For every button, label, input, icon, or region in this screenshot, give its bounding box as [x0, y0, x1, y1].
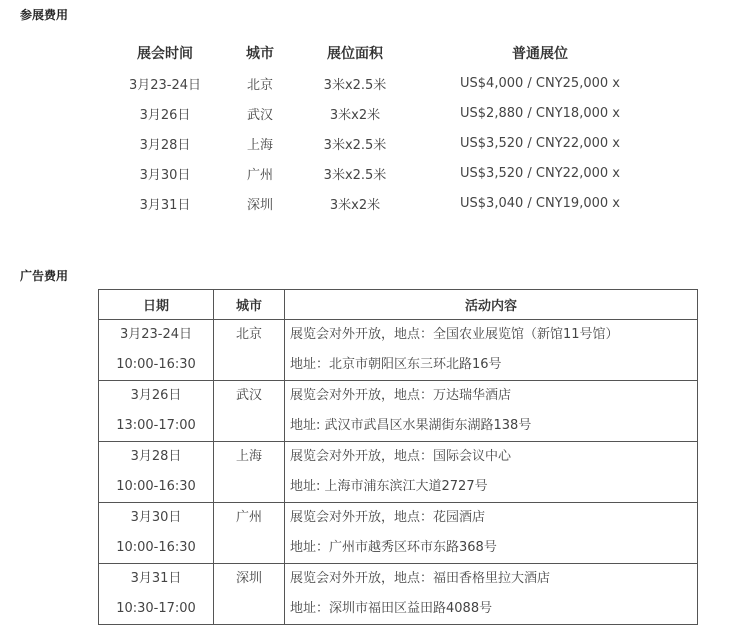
ads-date: 3月30日 [130, 510, 182, 525]
fees-area: 3米x2.5米 [323, 77, 387, 93]
ads-header-row [99, 290, 698, 320]
fees-price: US$3,520 / CNY22,000 x [460, 135, 620, 151]
ads-content-cell [285, 442, 698, 503]
ads-date-cell [99, 320, 214, 381]
ads-city-cell [214, 442, 285, 503]
ads-event: 展览会对外开放，地点：福田香格里拉大酒店 [290, 571, 551, 586]
fees-area: 3米x2.5米 [323, 137, 387, 153]
ads-address: 地址：广州市越秀区环市东路368号 [290, 540, 497, 555]
fees-city: 深圳 [246, 197, 273, 213]
ads-city: 广州 [235, 510, 262, 525]
ads-event: 展览会对外开放，地点：全国农业展览馆（新馆11号馆） [290, 327, 619, 342]
ads-event: 展览会对外开放，地点：国际会议中心 [290, 449, 512, 464]
ads-address: 地址: 上海市浦东滨江大道2727号 [290, 479, 488, 494]
ads-row [99, 442, 698, 503]
ads-time: 10:00-16:30 [116, 357, 196, 372]
fees-row [110, 98, 670, 128]
fees-header-date: 展会时间 [137, 46, 193, 62]
ads-event: 展览会对外开放，地点：万达瑞华酒店 [290, 388, 512, 403]
fees-row [110, 68, 670, 98]
ads-city-cell [214, 320, 285, 381]
ads-city: 深圳 [235, 571, 262, 586]
ads-date-cell [99, 442, 214, 503]
ads-row [99, 503, 698, 564]
ads-row [99, 564, 698, 625]
ads-city: 上海 [235, 449, 262, 464]
fees-city: 北京 [246, 77, 273, 93]
fees-city: 武汉 [246, 107, 273, 123]
fees-price: US$2,880 / CNY18,000 x [460, 105, 620, 121]
fees-header-price: 普通展位 [512, 46, 568, 62]
ads-time: 10:00-16:30 [116, 540, 196, 555]
ads-section-title: 广告费用 [20, 269, 69, 283]
ads-time: 10:30-17:00 [116, 601, 196, 616]
fees-section-title: 参展费用 [20, 8, 69, 22]
fees-table [110, 38, 670, 218]
ads-row [99, 381, 698, 442]
ads-row [99, 320, 698, 381]
fees-date: 3月23-24日 [128, 77, 202, 93]
ads-content-cell [285, 320, 698, 381]
fees-date: 3月28日 [139, 137, 191, 153]
ads-header-content: 活动内容 [285, 290, 698, 320]
ads-table [98, 289, 698, 625]
fees-header-city: 城市 [246, 46, 274, 62]
ads-content-cell [285, 381, 698, 442]
fees-price: US$3,040 / CNY19,000 x [460, 195, 620, 211]
ads-date-cell [99, 503, 214, 564]
fees-city: 广州 [246, 167, 273, 183]
ads-header-date: 日期 [99, 290, 214, 320]
ads-city: 武汉 [235, 388, 262, 403]
ads-content-cell [285, 503, 698, 564]
fees-row [110, 158, 670, 188]
ads-city-cell [214, 503, 285, 564]
ads-address: 地址：深圳市福田区益田路4088号 [290, 601, 493, 616]
ads-address: 地址: 武汉市武昌区水果湖街东湖路138号 [290, 418, 532, 433]
fees-date: 3月26日 [139, 107, 191, 123]
fees-date: 3月31日 [139, 197, 191, 213]
ads-content-cell [285, 564, 698, 625]
fees-header-area: 展位面积 [327, 46, 383, 62]
fees-area: 3米x2.5米 [323, 167, 387, 183]
fees-header-row [110, 38, 670, 68]
fees-row [110, 188, 670, 218]
ads-date-cell [99, 564, 214, 625]
ads-time: 13:00-17:00 [116, 418, 196, 433]
fees-area: 3米x2米 [329, 197, 381, 213]
ads-date: 3月31日 [130, 571, 182, 586]
ads-header-city: 城市 [214, 290, 285, 320]
ads-date: 3月28日 [130, 449, 182, 464]
fees-price: US$3,520 / CNY22,000 x [460, 165, 620, 181]
ads-city-cell [214, 564, 285, 625]
ads-time: 10:00-16:30 [116, 479, 196, 494]
ads-date-cell [99, 381, 214, 442]
ads-date: 3月23-24日 [119, 327, 193, 342]
fees-row [110, 128, 670, 158]
fees-area: 3米x2米 [329, 107, 381, 123]
fees-price: US$4,000 / CNY25,000 x [460, 75, 620, 91]
ads-address: 地址：北京市朝阳区东三环北路16号 [290, 357, 502, 372]
ads-event: 展览会对外开放，地点：花园酒店 [290, 510, 486, 525]
fees-date: 3月30日 [139, 167, 191, 183]
ads-city: 北京 [235, 327, 262, 342]
ads-date: 3月26日 [130, 388, 182, 403]
ads-city-cell [214, 381, 285, 442]
fees-city: 上海 [246, 137, 273, 153]
